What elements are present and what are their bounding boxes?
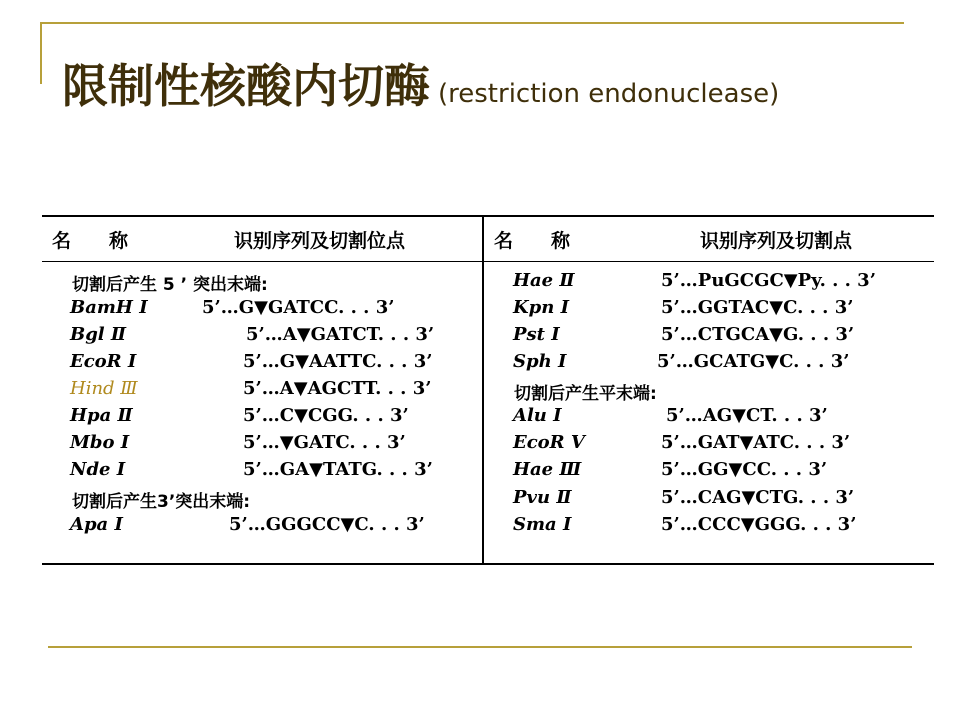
enzyme-name: Sma Ⅰ [513, 514, 572, 535]
recognition-sequence: 5’…CCC▼GGG. . . 3’ [661, 514, 857, 535]
enzyme-name: Pst Ⅰ [513, 324, 560, 345]
enzyme-name-highlighted: Hind Ⅲ [70, 378, 138, 399]
table-header-rule [42, 261, 934, 262]
recognition-sequence: 5’…GG▼CC. . . 3’ [661, 459, 828, 480]
left-header-name: 名 称 [52, 230, 129, 252]
enzyme-name: Mbo Ⅰ [70, 432, 130, 453]
recognition-sequence: 5’…A▼GATCT. . . 3’ [246, 324, 435, 345]
recognition-sequence: 5’…G▼GATCC. . . 3’ [202, 297, 395, 318]
recognition-sequence: 5’…▼GATC. . . 3’ [243, 432, 406, 453]
right-section-blunt: 切割后产生平末端: [514, 384, 657, 404]
table-column-divider [482, 215, 484, 565]
recognition-sequence: 5’…PuGCGC▼Py. . . 3’ [661, 270, 876, 291]
left-header-site: 识别序列及切割位点 [234, 230, 406, 252]
recognition-sequence: 5’…GGTAC▼C. . . 3’ [661, 297, 854, 318]
decorative-vertical-line [40, 22, 42, 84]
enzyme-name: Alu Ⅰ [513, 405, 562, 426]
recognition-sequence: 5’…GAT▼ATC. . . 3’ [661, 432, 851, 453]
slide-title [62, 50, 779, 116]
title-english: (restriction endonuclease) [438, 79, 780, 109]
right-header-site: 识别序列及切割点 [700, 230, 853, 252]
recognition-sequence: 5’…AG▼CT. . . 3’ [666, 405, 828, 426]
left-section-5prime: 切割后产生 5 ’ 突出末端: [72, 275, 268, 295]
table-bottom-rule [42, 563, 934, 565]
table-top-rule [42, 215, 934, 217]
enzyme-name: Hae Ⅲ [513, 459, 582, 480]
enzyme-name: Nde Ⅰ [70, 459, 126, 480]
recognition-sequence: 5’…CTGCA▼G. . . 3’ [661, 324, 855, 345]
enzyme-name: Kpn Ⅰ [513, 297, 570, 318]
title-chinese: 限制性核酸内切酶 [62, 59, 430, 113]
recognition-sequence: 5’…C▼CGG. . . 3’ [243, 405, 409, 426]
enzyme-name: Hae Ⅱ [513, 270, 575, 291]
left-section-3prime: 切割后产生3’突出末端: [72, 492, 251, 512]
enzyme-name: Apa Ⅰ [70, 514, 123, 535]
recognition-sequence: 5’…GGGCC▼C. . . 3’ [229, 514, 425, 535]
recognition-sequence: 5’…A▼AGCTT. . . 3’ [243, 378, 432, 399]
enzyme-name: EcoR Ⅰ [70, 351, 137, 372]
recognition-sequence: 5’…CAG▼CTG. . . 3’ [661, 487, 855, 508]
enzyme-name: EcoR Ⅴ [513, 432, 585, 453]
enzyme-name: Pvu Ⅱ [513, 487, 572, 508]
recognition-sequence: 5’…G▼AATTC. . . 3’ [243, 351, 433, 372]
recognition-sequence: 5’…GCATG▼C. . . 3’ [657, 351, 850, 372]
decorative-top-line [40, 22, 904, 24]
right-header-name: 名 称 [494, 230, 571, 252]
enzyme-name: BamH Ⅰ [70, 297, 148, 318]
enzyme-name: Sph Ⅰ [513, 351, 567, 372]
recognition-sequence: 5’…GA▼TATG. . . 3’ [243, 459, 433, 480]
enzyme-name: Hpa Ⅱ [70, 405, 133, 426]
decorative-bottom-line [48, 646, 912, 648]
enzyme-name: Bgl Ⅱ [70, 324, 127, 345]
